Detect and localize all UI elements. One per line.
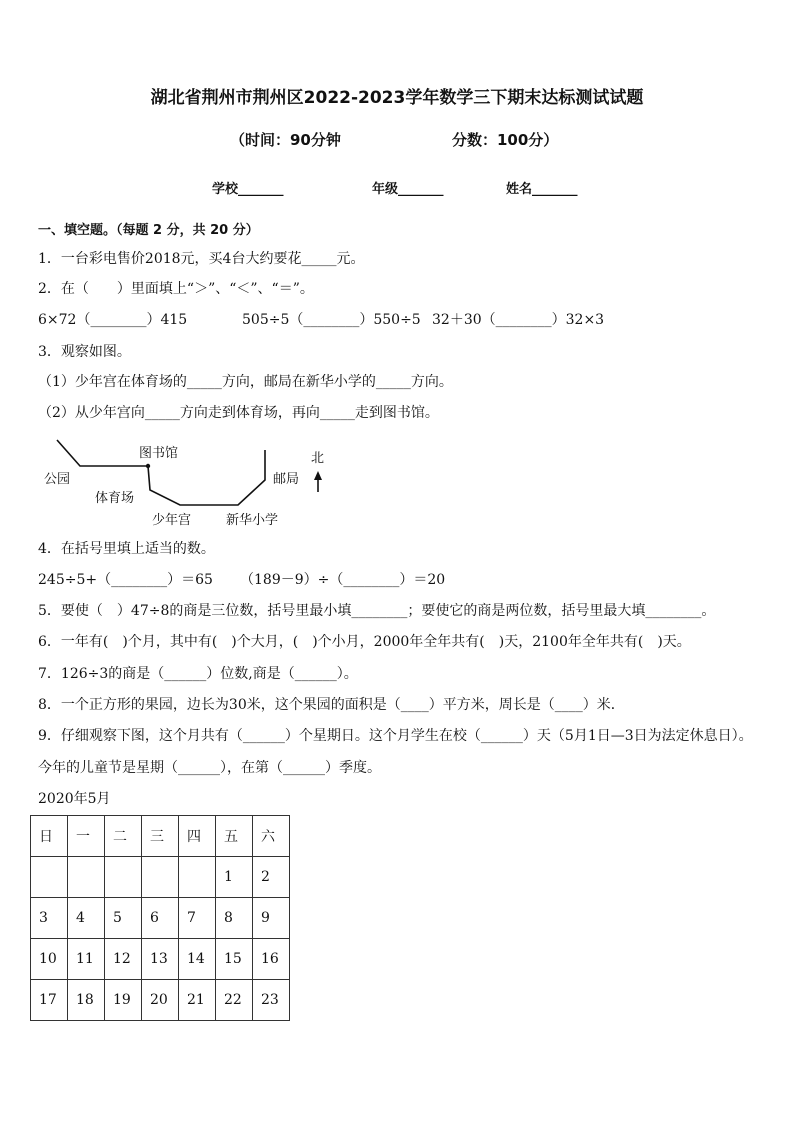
- question-4-expressions: [38, 570, 786, 590]
- question-4-expr-2: （189－9）÷（________）＝20: [240, 572, 446, 588]
- calendar-caption: 2020年5月: [38, 791, 111, 807]
- question-2: 2．在（ ）里面填上“＞”、“＜”、“＝”。: [38, 281, 314, 297]
- calendar-week-row: [31, 898, 290, 939]
- calendar-day: 14: [179, 939, 216, 980]
- calendar-day: 23: [253, 980, 290, 1021]
- calendar-day: 17: [31, 980, 68, 1021]
- question-4: 4．在括号里填上适当的数。: [38, 541, 215, 557]
- question-9-continued: 今年的儿童节是星期（______），在第（______）季度。: [38, 760, 381, 776]
- exam-time: （时间：90分钟: [230, 131, 341, 149]
- question-4-expr-1: 245÷5+（________）＝65: [38, 572, 213, 588]
- calendar-day: 19: [105, 980, 142, 1021]
- calendar-day: 15: [216, 939, 253, 980]
- calendar-header-row: [31, 816, 290, 857]
- calendar-header: 日: [31, 816, 68, 857]
- calendar-day: 20: [142, 980, 179, 1021]
- calendar-day: [31, 857, 68, 898]
- question-5: 5．要使（ ）47÷8的商是三位数，括号里最小填________；要使它的商是两位数，括号里最大填________。: [38, 603, 716, 619]
- calendar-header: 三: [142, 816, 179, 857]
- question-6: 6．一年有( )个月，其中有( )个大月，( )个小月，2000年全年共有( )天，2100年全年共有( )天。: [38, 634, 691, 650]
- map-label-north: 北: [311, 451, 325, 466]
- calendar-day: 22: [216, 980, 253, 1021]
- question-9: 9．仔细观察下图，这个月共有（______）个星期日。这个月学生在校（______）天（5月1日—3日为法定休息日）。: [38, 728, 753, 744]
- calendar-day: 2: [253, 857, 290, 898]
- map-library-dot: [146, 464, 150, 468]
- calendar-header: 四: [179, 816, 216, 857]
- calendar-week-row: [31, 857, 290, 898]
- calendar-week-row: [31, 980, 290, 1021]
- direction-map: [0, 430, 340, 530]
- exam-score: 分数：100分）: [452, 131, 559, 149]
- calendar-day: 18: [68, 980, 105, 1021]
- calendar-header: 一: [68, 816, 105, 857]
- calendar-day: 12: [105, 939, 142, 980]
- question-2-expr-3: 32＋30（________）32×3: [432, 312, 605, 328]
- calendar-day: 4: [68, 898, 105, 939]
- calendar-day: 21: [179, 980, 216, 1021]
- map-label-park: 公园: [44, 472, 71, 487]
- calendar-day: [68, 857, 105, 898]
- map-label-school: 新华小学: [226, 513, 279, 528]
- calendar-day: 13: [142, 939, 179, 980]
- calendar-day: 10: [31, 939, 68, 980]
- calendar-day: 11: [68, 939, 105, 980]
- calendar-table: [30, 815, 290, 1021]
- calendar-day: [142, 857, 179, 898]
- exam-title: 湖北省荆州市荆州区2022-2023学年数学三下期末达标测试试题: [150, 88, 644, 108]
- question-3: 3．观察如图。: [38, 344, 131, 360]
- calendar-day: 6: [142, 898, 179, 939]
- calendar-day: 1: [216, 857, 253, 898]
- calendar-day: [179, 857, 216, 898]
- map-label-youth-palace: 少年宫: [152, 513, 192, 528]
- name-field: 姓名_______: [506, 182, 578, 197]
- calendar-day: 16: [253, 939, 290, 980]
- question-7: 7．126÷3的商是（______）位数,商是（______）。: [38, 666, 358, 682]
- grade-field: 年级_______: [372, 182, 444, 197]
- question-2-expressions: [38, 310, 786, 330]
- calendar-day: 5: [105, 898, 142, 939]
- question-2-expr-2: 505÷5（________）550÷5: [242, 312, 421, 328]
- question-1: 1．一台彩电售价2018元，买4台大约要花_____元。: [38, 251, 365, 267]
- calendar-week-row: [31, 939, 290, 980]
- map-label-stadium: 体育场: [95, 491, 135, 506]
- question-3-part-1: （1）少年宫在体育场的_____方向，邮局在新华小学的_____方向。: [38, 374, 453, 390]
- north-arrow-icon: [314, 471, 322, 492]
- question-3-part-2: （2）从少年宫向_____方向走到体育场，再向_____走到图书馆。: [38, 405, 439, 421]
- map-label-post-office: 邮局: [273, 472, 300, 487]
- calendar-day: [105, 857, 142, 898]
- calendar-header: 二: [105, 816, 142, 857]
- calendar-day: 7: [179, 898, 216, 939]
- question-8: 8．一个正方形的果园，边长为30米，这个果园的面积是（____）平方米，周长是（____）米．: [38, 697, 625, 713]
- calendar-header: 五: [216, 816, 253, 857]
- calendar-day: 8: [216, 898, 253, 939]
- section-heading: 一、填空题。（每题 2 分，共 20 分）: [38, 223, 259, 238]
- calendar-day: 3: [31, 898, 68, 939]
- school-field: 学校_______: [212, 182, 284, 197]
- calendar-day: 9: [253, 898, 290, 939]
- calendar-header: 六: [253, 816, 290, 857]
- question-2-expr-1: 6×72（________）415: [38, 312, 188, 328]
- map-label-library: 图书馆: [139, 446, 179, 461]
